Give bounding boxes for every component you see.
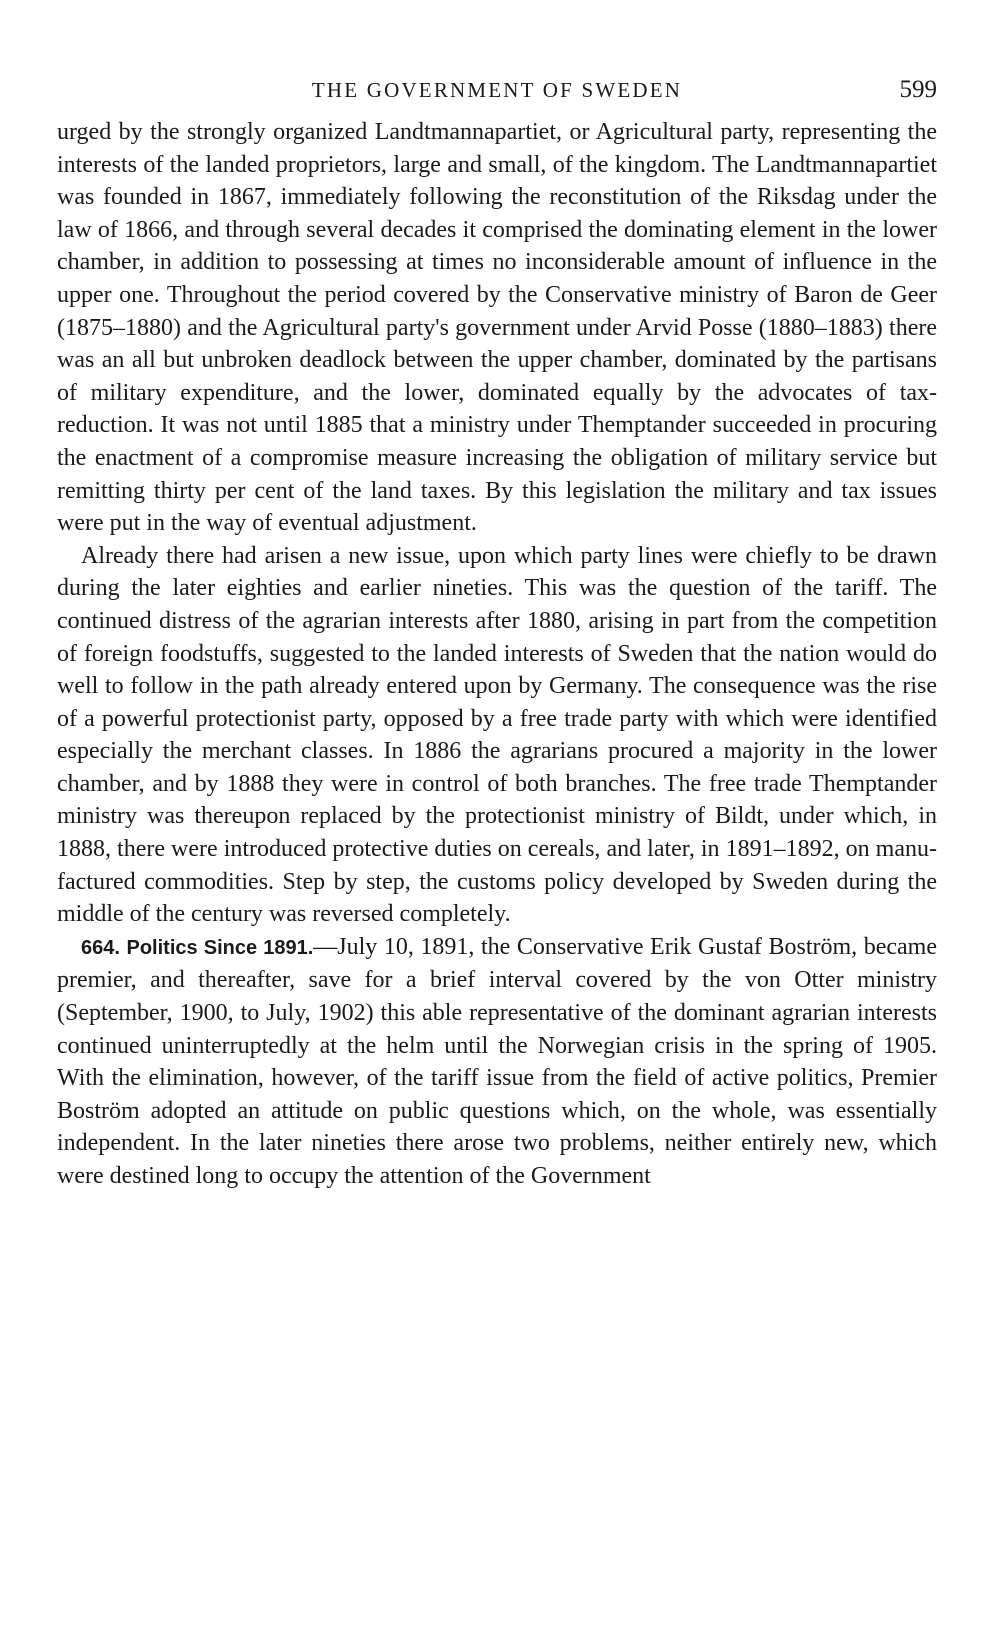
- running-title: THE GOVERNMENT OF SWEDEN: [311, 78, 683, 102]
- body-text: [57, 116, 937, 1193]
- book-page: [57, 68, 937, 1193]
- section-text: —July 10, 1891, the Conservative Erik Gustaf Boström, became premier, and thereafter, save for a brief interval covered by the von Otter ministry (September, 1900, to July, 1902) this able representative of the dominant agrarian interests continued uninterruptedly at the helm until the Norwegian crisis in the spring of 1905. With the elimination, however, of the tariff issue from the field of active politics, Premier Boström adopted an attitude on public questions which, on the whole, was essentially independent. In the later nineties there arose two problems, neither entirely new, which were destined long to occupy the attention of the Government: [57, 933, 937, 1189]
- running-head: [57, 68, 937, 108]
- paragraph-continued: urged by the strongly organized Landtmannapartiet, or Agricultural party, representing the interests of the landed proprietors, large and small, of the kingdom. The Landtmannapartiet was founded in 1867, immediately following the reconstitution of the Riksdag under the law of 1866, and through several decades it comprised the dominating element in the lower chamber, in addition to possessing at times no inconsiderable amount of influence in the upper one. Throughout the period covered by the Conservative ministry of Baron de Geer (1875–1880) and the Agricultural party's government under Arvid Posse (1880–1883) there was an all but unbroken deadlock between the upper chamber, dominated by the partisans of military expenditure, and the lower, dominated equally by the advocates of tax-reduction. It was not until 1885 that a ministry under Themptander succeeded in procuring the enactment of a compromise measure increasing the obligation of military service but remitting thirty per cent of the land taxes. By this legislation the military and tax issues were put in the way of eventual adjustment.: [57, 119, 937, 537]
- page-number: 599: [899, 76, 937, 103]
- paragraph-tariff: Already there had arisen a new issue, upon which party lines were chiefly to be drawn during the later eighties and earlier nineties. This was the question of the tariff. The continued distress of the agrarian interests after 1880, arising in part from the competition of foreign foodstuffs, suggested to the landed interests of Sweden that the nation would do well to follow in the path already entered upon by Germany. The consequence was the rise of a powerful protectionist party, opposed by a free trade party with which were identified especially the merchant classes. In 1886 the agrarians procured a majority in the lower chamber, and by 1888 they were in control of both branches. The free trade Themptander ministry was thereupon replaced by the protectionist ministry of Bildt, under which, in 1888, there were introduced protective duties on cereals, and later, in 1891–1892, on manufactured commodities. Step by step, the customs policy developed by Sweden during the middle of the century was reversed completely.: [57, 542, 937, 928]
- section-title: Politics Since 1891.: [126, 936, 314, 959]
- section-number: 664.: [81, 936, 120, 959]
- section-paragraph: [57, 931, 937, 1193]
